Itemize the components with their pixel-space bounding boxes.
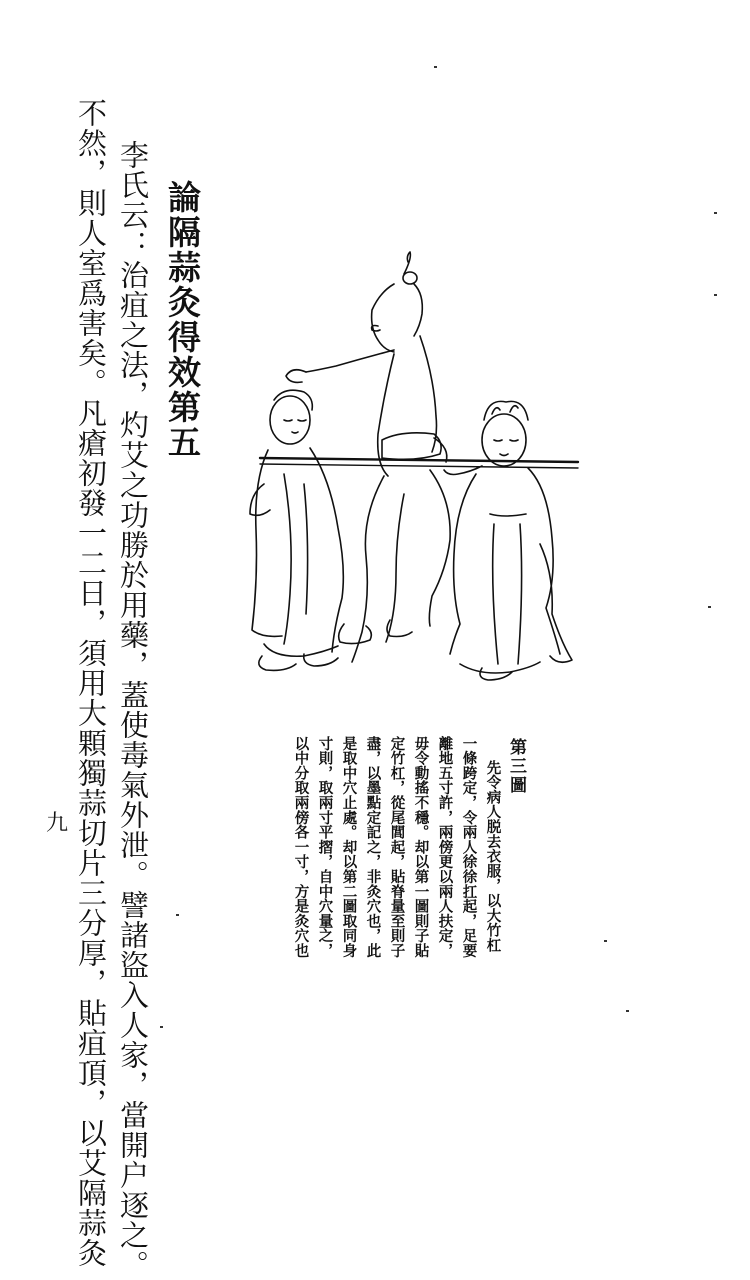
caption-column-4: 毋令動搖不穩。却以第一圖則子貼 xyxy=(412,736,430,958)
scan-speck xyxy=(714,212,717,214)
section-title: 論隔蒜灸得效第五 xyxy=(163,180,202,460)
scan-speck xyxy=(626,1010,629,1012)
caption-column-5: 定竹杠，從尾閭起，貼脊量至則子 xyxy=(388,736,406,958)
illustration-three-figures-acupuncture-icon xyxy=(244,244,584,694)
scan-speck xyxy=(604,940,607,942)
caption-column-2: 一條跨定，令兩人徐徐扛起，足要 xyxy=(460,736,478,958)
caption-column-3: 離地五寸許，兩傍更以兩人扶定， xyxy=(436,736,454,958)
caption-column-8: 寸則，取兩寸平摺，自中穴量之， xyxy=(316,736,334,958)
body-text-column-1: 李氏云：治疽之法，灼艾之功勝於用藥，蓋使毒氣外泄。譬諸盜入人家，當開户逐之。 xyxy=(116,140,150,1280)
body-text-column-2: 不然，則人室爲害矣。凡瘡初發一二日，須用大顆獨蒜切片三分厚，貼疽頂，以艾隔蒜灸 xyxy=(74,98,108,1268)
caption-column-6: 盡，以墨點定記之，非灸穴也，此 xyxy=(364,736,382,958)
scan-speck xyxy=(176,914,179,916)
caption-column-7: 是取中穴止處。却以第二圖取同身 xyxy=(340,736,358,958)
scan-speck xyxy=(160,1026,163,1028)
caption-column-1: 先令病人脱去衣服，以大竹杠 xyxy=(484,760,502,953)
scan-speck xyxy=(434,66,437,68)
scan-speck xyxy=(708,606,711,608)
page-number: 九 xyxy=(46,811,69,836)
scan-speck xyxy=(714,294,717,296)
caption-title: 第三圖 xyxy=(506,738,526,795)
caption-column-9: 以中分取兩傍各一寸，方是灸穴也 xyxy=(292,736,310,958)
